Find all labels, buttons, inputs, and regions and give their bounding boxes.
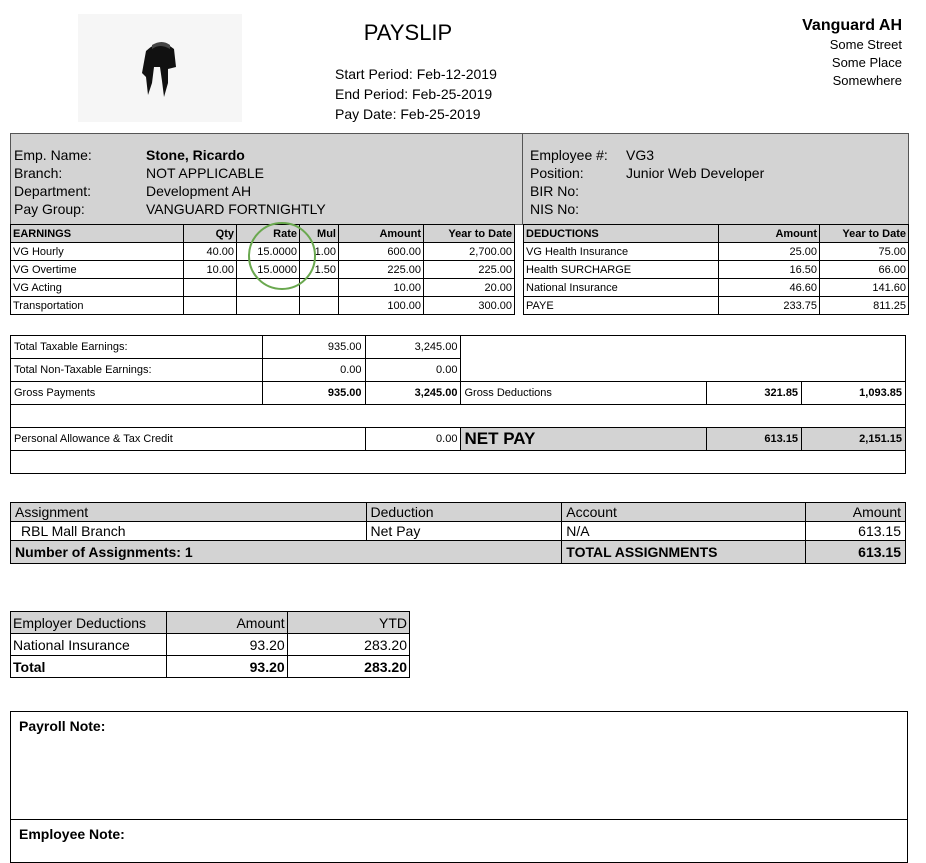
cell: 40.00 <box>184 243 237 261</box>
deductions-table <box>523 224 909 315</box>
table-row <box>11 451 906 474</box>
assignment-deduction: Net Pay <box>366 522 562 541</box>
deduction-col: Deduction <box>366 503 562 522</box>
position-label: Position: <box>530 165 584 181</box>
table-row <box>524 297 909 315</box>
company-address-2: Some Place <box>831 55 902 70</box>
cell <box>11 451 906 474</box>
cell: 225.00 <box>339 261 424 279</box>
non-taxable-ytd: 0.00 <box>365 359 461 382</box>
cell: National Insurance <box>11 634 167 656</box>
employee-box-divider <box>522 133 523 224</box>
notes-divider <box>11 819 907 820</box>
start-period: Start Period: Feb-12-2019 <box>335 66 497 82</box>
earnings-col-qty: Qty <box>184 225 237 243</box>
cell: 66.00 <box>820 261 909 279</box>
cell: 300.00 <box>424 297 515 315</box>
company-name: Vanguard AH <box>802 17 902 34</box>
deductions-col-amount: Amount <box>719 225 820 243</box>
amount-col: Amount <box>806 503 906 522</box>
earnings-col-name: EARNINGS <box>11 225 184 243</box>
assignments-table <box>10 502 906 564</box>
gross-deductions-ytd: 1,093.85 <box>802 382 906 405</box>
cell: 811.25 <box>820 297 909 315</box>
gross-label: Gross Payments <box>11 382 263 405</box>
deductions-col-name: DEDUCTIONS <box>524 225 719 243</box>
assignment-name: RBL Mall Branch <box>11 522 367 541</box>
earnings-col-rate: Rate <box>237 225 300 243</box>
allowance-label: Personal Allowance & Tax Credit <box>11 428 366 451</box>
cell: 46.60 <box>719 279 820 297</box>
earnings-col-amount: Amount <box>339 225 424 243</box>
total-assignments-amount: 613.15 <box>806 541 906 564</box>
department-label: Department: <box>14 183 92 199</box>
net-pay-label: NET PAY <box>461 428 707 451</box>
cell: 283.20 <box>287 634 409 656</box>
totals-table <box>10 335 906 474</box>
table-row <box>524 261 909 279</box>
employee-details-right <box>530 146 764 218</box>
table-row <box>11 336 906 359</box>
cell: Employer Deductions <box>11 612 167 634</box>
table-row <box>11 382 906 405</box>
table-row <box>524 243 909 261</box>
department-value: Development AH <box>146 183 252 199</box>
cell: 25.00 <box>719 243 820 261</box>
cell: Total <box>11 656 167 678</box>
table-row <box>11 297 515 315</box>
emp-name-label: Emp. Name: <box>14 147 92 163</box>
branch-label: Branch: <box>14 165 63 181</box>
earnings-col-mul: Mul <box>300 225 339 243</box>
pay-group-value: VANGUARD FORTNIGHTLY <box>146 201 326 217</box>
cell: PAYE <box>524 297 719 315</box>
cell: 2,700.00 <box>424 243 515 261</box>
payslip-title: PAYSLIP <box>363 20 453 45</box>
table-row <box>11 656 410 678</box>
table-row <box>11 405 906 428</box>
non-taxable-label: Total Non-Taxable Earnings: <box>11 359 263 382</box>
spartan-helmet-icon <box>140 37 180 99</box>
net-pay-ytd: 2,151.15 <box>802 428 906 451</box>
cell: 93.20 <box>167 634 287 656</box>
cell <box>300 297 339 315</box>
cell: VG Acting <box>11 279 184 297</box>
cell <box>300 279 339 297</box>
pay-periods <box>335 64 497 124</box>
assignment-amount: 613.15 <box>806 522 906 541</box>
cell: 15.0000 <box>237 261 300 279</box>
cell: 75.00 <box>820 243 909 261</box>
emp-no-label: Employee #: <box>530 147 608 163</box>
employee-note-label: Employee Note: <box>19 826 125 842</box>
taxable-amount: 935.00 <box>262 336 365 359</box>
gross-deductions-amount: 321.85 <box>707 382 802 405</box>
table-row <box>11 541 906 564</box>
company-address-3: Somewhere <box>832 73 902 88</box>
pay-group-label: Pay Group: <box>14 201 85 217</box>
gross-amount: 935.00 <box>262 382 365 405</box>
taxable-label: Total Taxable Earnings: <box>11 336 263 359</box>
cell: 15.0000 <box>237 243 300 261</box>
cell: 93.20 <box>167 656 287 678</box>
gross-deductions-label: Gross Deductions <box>461 382 707 405</box>
assignment-count: Number of Assignments: 1 <box>11 541 562 564</box>
table-row <box>524 279 909 297</box>
cell: YTD <box>287 612 409 634</box>
cell: National Insurance <box>524 279 719 297</box>
cell: 283.20 <box>287 656 409 678</box>
table-row <box>11 522 906 541</box>
cell: VG Hourly <box>11 243 184 261</box>
employer-deductions-header <box>11 612 410 634</box>
deductions-header <box>524 225 909 243</box>
bir-label: BIR No: <box>530 183 580 199</box>
table-row <box>11 634 410 656</box>
table-row <box>11 428 906 451</box>
net-pay-amount: 613.15 <box>707 428 802 451</box>
company-info <box>802 16 902 90</box>
end-period: End Period: Feb-25-2019 <box>335 86 493 102</box>
taxable-ytd: 3,245.00 <box>365 336 461 359</box>
emp-no-value: VG3 <box>626 147 655 163</box>
assignment-account: N/A <box>562 522 806 541</box>
cell: 20.00 <box>424 279 515 297</box>
cell: 233.75 <box>719 297 820 315</box>
cell: 10.00 <box>339 279 424 297</box>
pay-date: Pay Date: Feb-25-2019 <box>335 106 481 122</box>
payroll-note-label: Payroll Note: <box>19 718 106 734</box>
assignment-col: Assignment <box>11 503 367 522</box>
cell <box>184 297 237 315</box>
earnings-col-ytd: Year to Date <box>424 225 515 243</box>
rate-highlight-circle <box>248 222 316 290</box>
employee-details-left <box>14 146 326 218</box>
gross-ytd: 3,245.00 <box>365 382 461 405</box>
employer-deductions-table <box>10 611 410 678</box>
cell: Amount <box>167 612 287 634</box>
non-taxable-amount: 0.00 <box>262 359 365 382</box>
cell: VG Overtime <box>11 261 184 279</box>
company-address-1: Some Street <box>829 37 902 52</box>
emp-name: Stone, Ricardo <box>146 147 245 163</box>
allowance-value: 0.00 <box>365 428 461 451</box>
cell <box>11 405 906 428</box>
cell <box>184 279 237 297</box>
cell <box>237 297 300 315</box>
cell: VG Health Insurance <box>524 243 719 261</box>
deductions-col-ytd: Year to Date <box>820 225 909 243</box>
cell: 10.00 <box>184 261 237 279</box>
cell: 141.60 <box>820 279 909 297</box>
cell: Health SURCHARGE <box>524 261 719 279</box>
cell: 1.50 <box>300 261 339 279</box>
total-assignments-label: TOTAL ASSIGNMENTS <box>562 541 806 564</box>
notes-box <box>10 711 908 863</box>
cell: Transportation <box>11 297 184 315</box>
nis-label: NIS No: <box>530 201 580 217</box>
cell <box>461 336 906 382</box>
cell: 100.00 <box>339 297 424 315</box>
account-col: Account <box>562 503 806 522</box>
cell: 16.50 <box>719 261 820 279</box>
position-value: Junior Web Developer <box>626 165 765 181</box>
cell: 1.00 <box>300 243 339 261</box>
assignments-header <box>11 503 906 522</box>
cell: 225.00 <box>424 261 515 279</box>
branch-value: NOT APPLICABLE <box>146 165 265 181</box>
company-logo <box>78 14 242 122</box>
cell: 600.00 <box>339 243 424 261</box>
